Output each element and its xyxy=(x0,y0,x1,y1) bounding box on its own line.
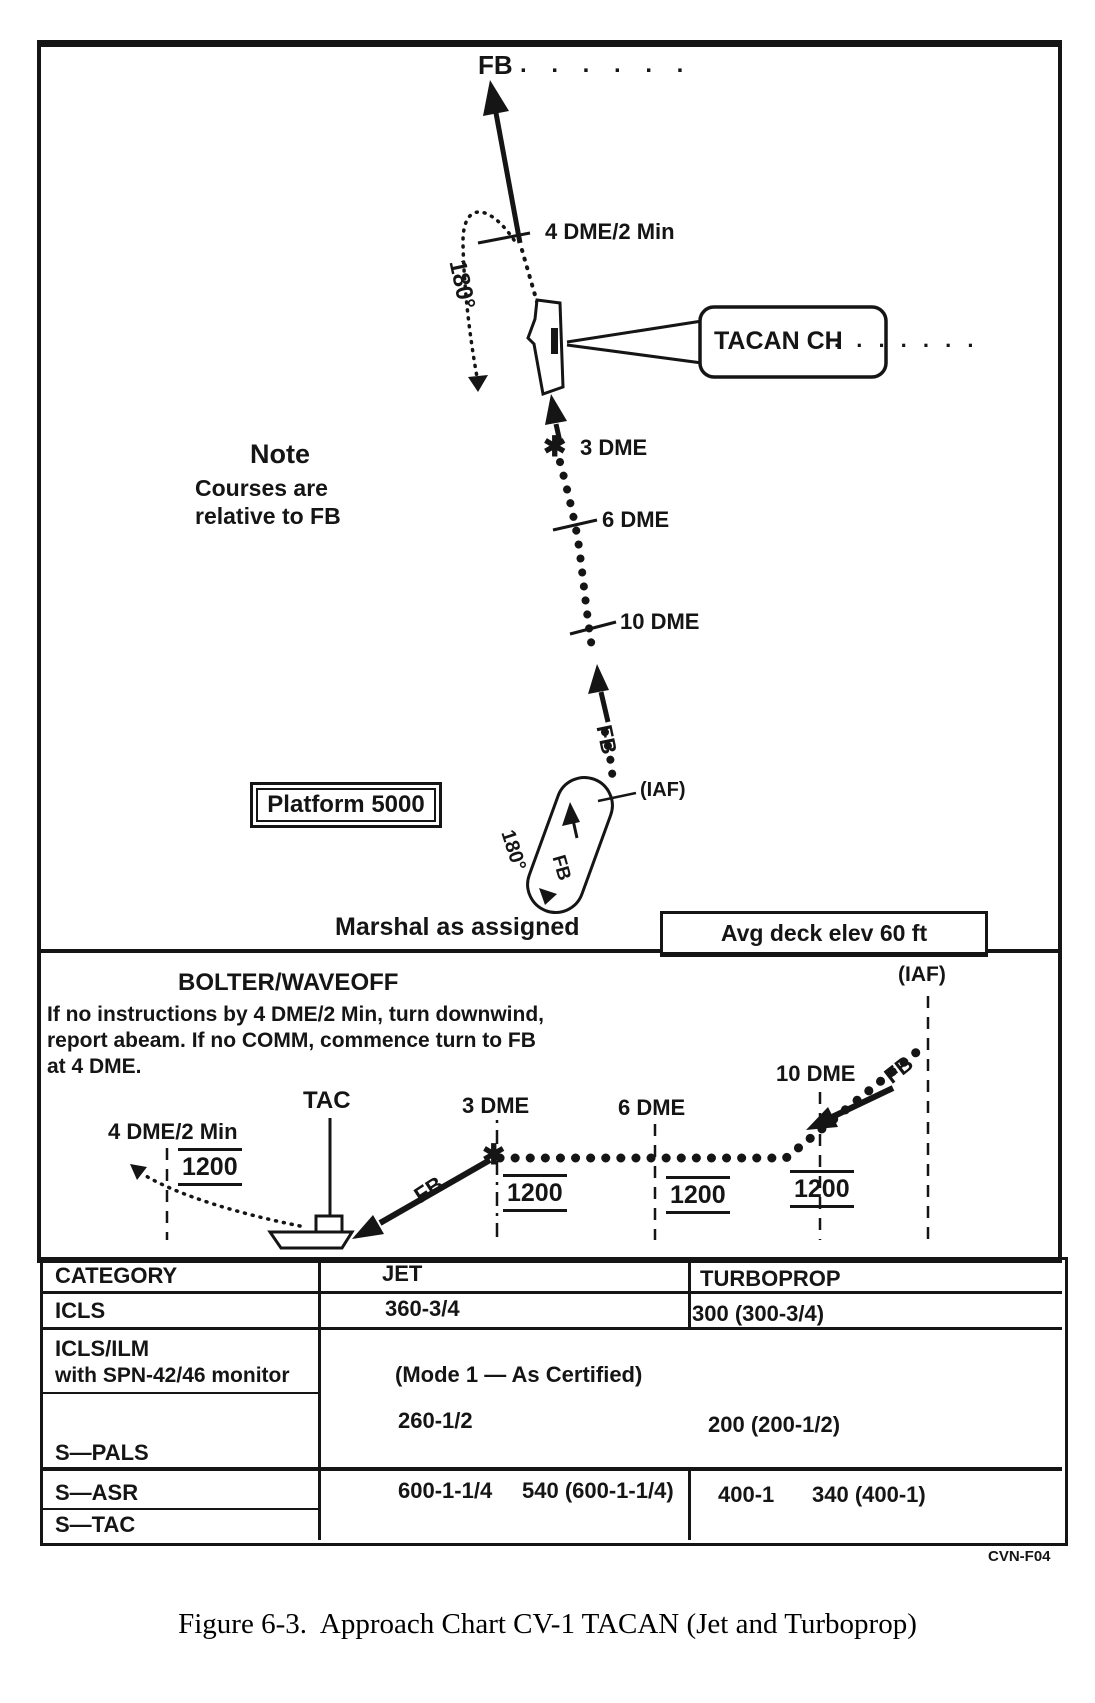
three-dme-arrowhead xyxy=(545,394,567,425)
table-sasr-turboprop-secondary: 340 (400-1) xyxy=(812,1482,926,1507)
inbound-course-dots xyxy=(560,462,592,648)
inbound-fb-arrow-line xyxy=(601,692,608,722)
altitude-4dme: 1200 xyxy=(178,1148,242,1186)
profile-waveoff-arrowhead xyxy=(130,1164,147,1180)
inbound-fb-label: FB xyxy=(591,722,622,757)
holding-fb-label: FB xyxy=(547,852,575,883)
three-dme-marker: ✱ xyxy=(543,431,567,462)
carrier-island xyxy=(551,328,558,354)
iaf-tick xyxy=(598,793,636,801)
marshal-text: Marshal as assigned xyxy=(335,913,580,941)
profile-3dme-label: 3 DME xyxy=(462,1093,530,1118)
table-iclsilm-line1: ICLS/ILM xyxy=(55,1336,150,1361)
holding-outbound-arrowhead xyxy=(539,888,557,905)
profile-level-marker: ✱ xyxy=(482,1139,506,1170)
table-vline-category xyxy=(318,1257,321,1540)
platform-5000-box xyxy=(256,788,436,822)
fb-course-label: FB xyxy=(478,50,513,80)
tacan-callout-dots: . . . . . . . xyxy=(834,327,979,352)
ten-dme-fix-label: 10 DME xyxy=(620,609,700,634)
turn-180-label: 180° xyxy=(443,257,481,312)
plate-code: CVN-F04 xyxy=(988,1548,1051,1565)
table-sasr-category: S—ASR xyxy=(55,1480,139,1505)
four-dme-fix-label: 4 DME/2 Min xyxy=(545,219,675,244)
profile-fb-final-arrowhead xyxy=(352,1215,384,1239)
table-stac-category: S—TAC xyxy=(55,1512,136,1537)
table-header-jet: JET xyxy=(382,1261,423,1286)
holding-inbound-arrowhead xyxy=(562,802,580,826)
profile-fb-inbound-line xyxy=(830,1088,893,1118)
profile-fb-inbound-label: FB xyxy=(879,1050,918,1089)
table-hline-icls xyxy=(40,1327,1062,1330)
ship-superstructure xyxy=(316,1216,342,1232)
table-icls-jet: 360-3/4 xyxy=(385,1296,460,1321)
table-header-turboprop: TURBOPROP xyxy=(700,1266,841,1291)
profile-4dme-label: 4 DME/2 Min xyxy=(108,1119,238,1144)
holding-180-label: 180° xyxy=(496,827,531,874)
profile-tac-label: TAC xyxy=(303,1087,351,1114)
note-line2: relative to FB xyxy=(195,503,341,529)
altitude-10dme: 1200 xyxy=(790,1170,854,1208)
table-hline-spals xyxy=(40,1467,1062,1471)
ship-hull xyxy=(270,1232,352,1248)
note-title: Note xyxy=(250,439,310,469)
table-hline-iclsilm xyxy=(40,1392,318,1394)
iaf-fix-label: (IAF) xyxy=(640,779,686,801)
table-sasr-turboprop-primary: 400-1 xyxy=(718,1482,775,1507)
deck-elev-label: Avg deck elev 60 ft xyxy=(720,919,928,946)
holding-racetrack xyxy=(520,770,621,921)
table-sasr-jet-secondary: 540 (600-1-1/4) xyxy=(522,1478,674,1503)
six-dme-fix-label: 6 DME xyxy=(602,507,670,532)
bolter-waveoff-title: BOLTER/WAVEOFF xyxy=(178,969,399,996)
table-icls-category: ICLS xyxy=(55,1298,106,1323)
note-line1: Courses are xyxy=(195,475,328,501)
profile-iaf-label: (IAF) xyxy=(898,963,946,986)
table-iclsilm-line2: with SPN-42/46 monitor xyxy=(55,1364,290,1387)
profile-6dme-label: 6 DME xyxy=(618,1095,686,1120)
table-hline-header xyxy=(40,1291,1062,1294)
bolter-instruction-line2: report abeam. If no COMM, commence turn to FB xyxy=(47,1029,536,1052)
three-dme-fix-label: 3 DME xyxy=(580,435,648,460)
table-hline-sasr xyxy=(40,1508,318,1510)
profile-10dme-label: 10 DME xyxy=(776,1061,856,1086)
table-iclsilm-turboprop: 200 (200-1/2) xyxy=(708,1412,841,1437)
inbound-fb-arrowhead xyxy=(588,664,609,694)
bolter-instruction-line1: If no instructions by 4 DME/2 Min, turn downwind, xyxy=(47,1003,544,1026)
ten-dme-tick xyxy=(570,622,616,634)
tacan-callout-label: TACAN CH xyxy=(714,327,843,355)
table-header-category: CATEGORY xyxy=(55,1263,178,1288)
profile-fb-final-label: FB xyxy=(409,1171,448,1208)
fb-course-arrowhead xyxy=(483,80,509,116)
tacan-callout-pointer xyxy=(567,321,702,363)
table-mode1-note: (Mode 1 — As Certified) xyxy=(395,1362,643,1387)
platform-5000-label: Platform 5000 xyxy=(267,791,425,818)
table-spals-category: S—PALS xyxy=(55,1440,149,1465)
table-iclsilm-jet: 260-1/2 xyxy=(398,1408,473,1433)
table-vline-turboprop-bottom xyxy=(688,1467,691,1540)
altitude-3dme: 1200 xyxy=(503,1174,567,1212)
table-icls-turboprop: 300 (300-3/4) xyxy=(692,1301,825,1326)
profile-fb-inbound-arrowhead xyxy=(806,1107,838,1130)
waveoff-arc-arrowhead xyxy=(468,375,488,392)
deck-elev-box xyxy=(660,911,988,957)
table-sasr-jet-primary: 600-1-1/4 xyxy=(398,1478,493,1503)
fb-course-line xyxy=(496,113,520,243)
fb-course-leader-dots: . . . . . . xyxy=(520,51,693,78)
bolter-instruction-line3: at 4 DME. xyxy=(47,1055,142,1078)
altitude-6dme: 1200 xyxy=(666,1176,730,1214)
course-dotted-segment xyxy=(522,250,537,302)
figure-caption: Figure 6-3. Approach Chart CV-1 TACAN (Jet and Turboprop) xyxy=(178,1608,917,1640)
